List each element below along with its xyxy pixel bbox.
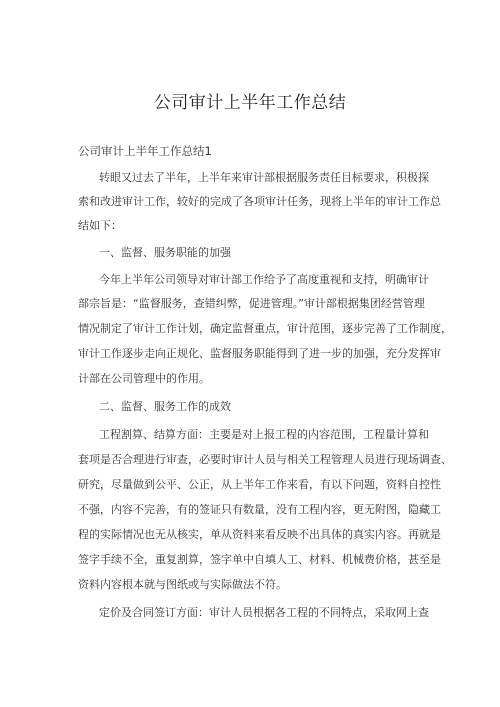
paragraph-line: 签字手续不全，重复割算，签字单中自填人工、材料、机械费价格，甚至是 bbox=[78, 553, 441, 566]
paragraph-line: 计部在公司管理中的作用。 bbox=[78, 372, 210, 385]
paragraph-line: 结如下： bbox=[78, 219, 122, 232]
paragraph-line: 转眼又过去了半年，上半年来审计部根据服务责任目标要求，积极探 bbox=[99, 171, 429, 184]
paragraph-line: 索和改进审计工作，较好的完成了各项审计任务，现将上半年的审计工作总 bbox=[78, 195, 441, 208]
document-title: 公司审计上半年工作总结 bbox=[153, 93, 347, 113]
section-heading: 一、监督、服务职能的加强 bbox=[99, 246, 231, 259]
paragraph-line: 情况制定了审计工作计划，确定监督重点，审计范围，逐步完善了工作制度， bbox=[78, 322, 452, 335]
paragraph-line: 不强，内容不完善，有的签证只有数量，没有工程内容，更无附图，隐藏工 bbox=[78, 503, 441, 516]
paragraph-line: 部宗旨是：“监督服务，查错纠弊，促进管理。”审计部根据集团经营管理 bbox=[78, 297, 425, 310]
paragraph-line: 资料内容根本就与图纸或与实际做法不符。 bbox=[78, 578, 287, 591]
paragraph-line: 工程割算、结算方面：主要是对上报工程的内容范围，工程量计算和 bbox=[99, 428, 429, 441]
paragraph-line: 研究，尽量做到公平、公正，从上半年工作来看，有以下问题，资料自控性 bbox=[78, 478, 441, 491]
paragraph-line: 套项是否合理进行审查，必要时审计人员与相关工程管理人员进行现场调查、 bbox=[78, 453, 452, 466]
paragraph-line: 今年上半年公司领导对审计部工作给予了高度重视和支持，明确审计 bbox=[99, 273, 429, 286]
paragraph-line: 审计工作逐步走向正规化、监督服务职能得到了进一步的加强，充分发挥审 bbox=[78, 347, 441, 360]
paragraph-line: 程的实际情况也无从核实，单从资料来看反映不出具体的真实内容。再就是 bbox=[78, 528, 441, 541]
section-heading: 二、监督、服务工作的成效 bbox=[99, 400, 231, 413]
paragraph-line: 定价及合同签订方面：审计人员根据各工程的不同特点，采取网上查 bbox=[99, 606, 429, 619]
section-subtitle: 公司审计上半年工作总结1 bbox=[78, 144, 212, 158]
